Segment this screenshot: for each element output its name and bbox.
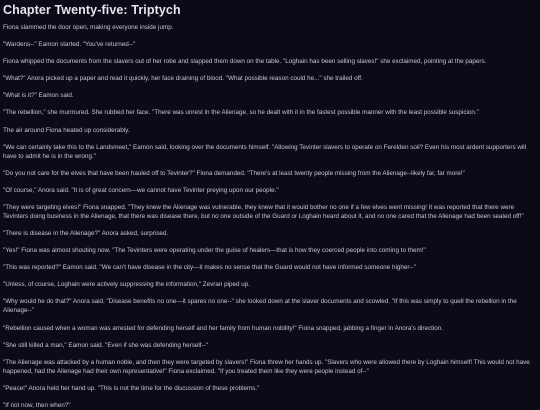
story-paragraph: "What?" Anora picked up a paper and read it quickly, her face draining of blood. "What possible reason could he..." she trailed off. — [3, 75, 363, 83]
story-paragraph: The air around Fiona heated up considerably. — [3, 126, 130, 134]
story-paragraph: Fiona slammed the door open, making everyone inside jump. — [3, 24, 174, 31]
story-paragraph: "Why would he do that?" Anora said. "Disease benefits no one—it spares no one--" she looked down at the slaver documents and scowled. "If this was simply to quell the rebellion in the Alienage--" — [3, 298, 517, 315]
story-paragraph: "If not now, then when?" — [3, 401, 71, 409]
story-paragraph: "Wardens--" Eamon started. "You've returned--" — [3, 41, 136, 49]
story-paragraph: "The Alienage was attacked by a human noble, and then they were targeted by slavers!" Fiona threw her hands up. "Slavers who were allowed there by Loghain himself! This would not have happened, had the Alienage had their own representative!" Fiona exclaimed. "If you treated them like they were people instead of--" — [3, 358, 530, 375]
story-paragraph: "The rebellion," she murmured. She rubbed her face. "There was unrest in the Alienage, so he dealt with it in the fastest possible manner with the least possible suspicion." — [3, 109, 479, 117]
story-paragraph: "We can certainly take this to the Landsmeet," Eamon said, looking over the documents himself. "Allowing Tevinter slavers to operate on Ferelden soil? Even his most ardent supporters will have to admit he is in the wrong." — [3, 143, 527, 160]
story-paragraph: "This was reported?" Eamon said. "We can't have disease in the city—it makes no sense that the Guard would not have informed someone higher--" — [3, 264, 416, 272]
story-paragraph: "Yes!" Fiona was almost shouting now. "The Tevinters were operating under the guise of healers—that is how they coerced people into coming to them!" — [3, 247, 426, 255]
story-paragraph: Fiona whipped the documents from the slavers out of her robe and slapped them down on the table. "Loghain has been selling slaves!" she exclaimed, pointing at the papers. — [3, 58, 487, 66]
story-paragraph: "Rebellion caused when a woman was arrested for defending herself and her family from human nobility!" Fiona snapped, jabbing a finger in Anora's direction. — [3, 324, 444, 332]
story-paragraph: "Peace!" Anora held her hand up. "This is not the time for the discussion of these problems." — [3, 384, 260, 392]
story-paragraph: "Do you not care for the elves that have been hauled off to Tevinter?" Fiona demanded. "There's at least twenty people missing from the Alienage--likely far, far more!" — [3, 169, 465, 177]
story-paragraph: "What is it?" Eamon said. — [3, 92, 74, 100]
story-paragraph: "She still killed a man," Eamon said. "Even if she was defending herself--" — [3, 341, 208, 349]
story-paragraph: "They were targeting elves!" Fiona snapped. "They knew the Alienage was vulnerable, they knew that it would bother no one if a few elves went missing! It was reported that there were Tevinters doing business in the Alienage, that there was disease there, but no one outside of the Guard or Loghain heard about it, and no one cared that the Alienage had been sealed off!" — [3, 203, 524, 220]
story-paragraph: "Of course," Anora said. "It is of great concern—we cannot have Tevinter preying upon our people." — [3, 186, 279, 194]
story-body — [3, 23, 536, 410]
story-paragraph: "Unless, of course, Loghain were actively suppressing the information," Zevran piped up. — [3, 281, 251, 289]
story-paragraph: "There is disease in the Alienage?" Anora asked, surprised. — [3, 230, 169, 238]
chapter-title: Chapter Twenty-five: Triptych — [3, 3, 181, 17]
